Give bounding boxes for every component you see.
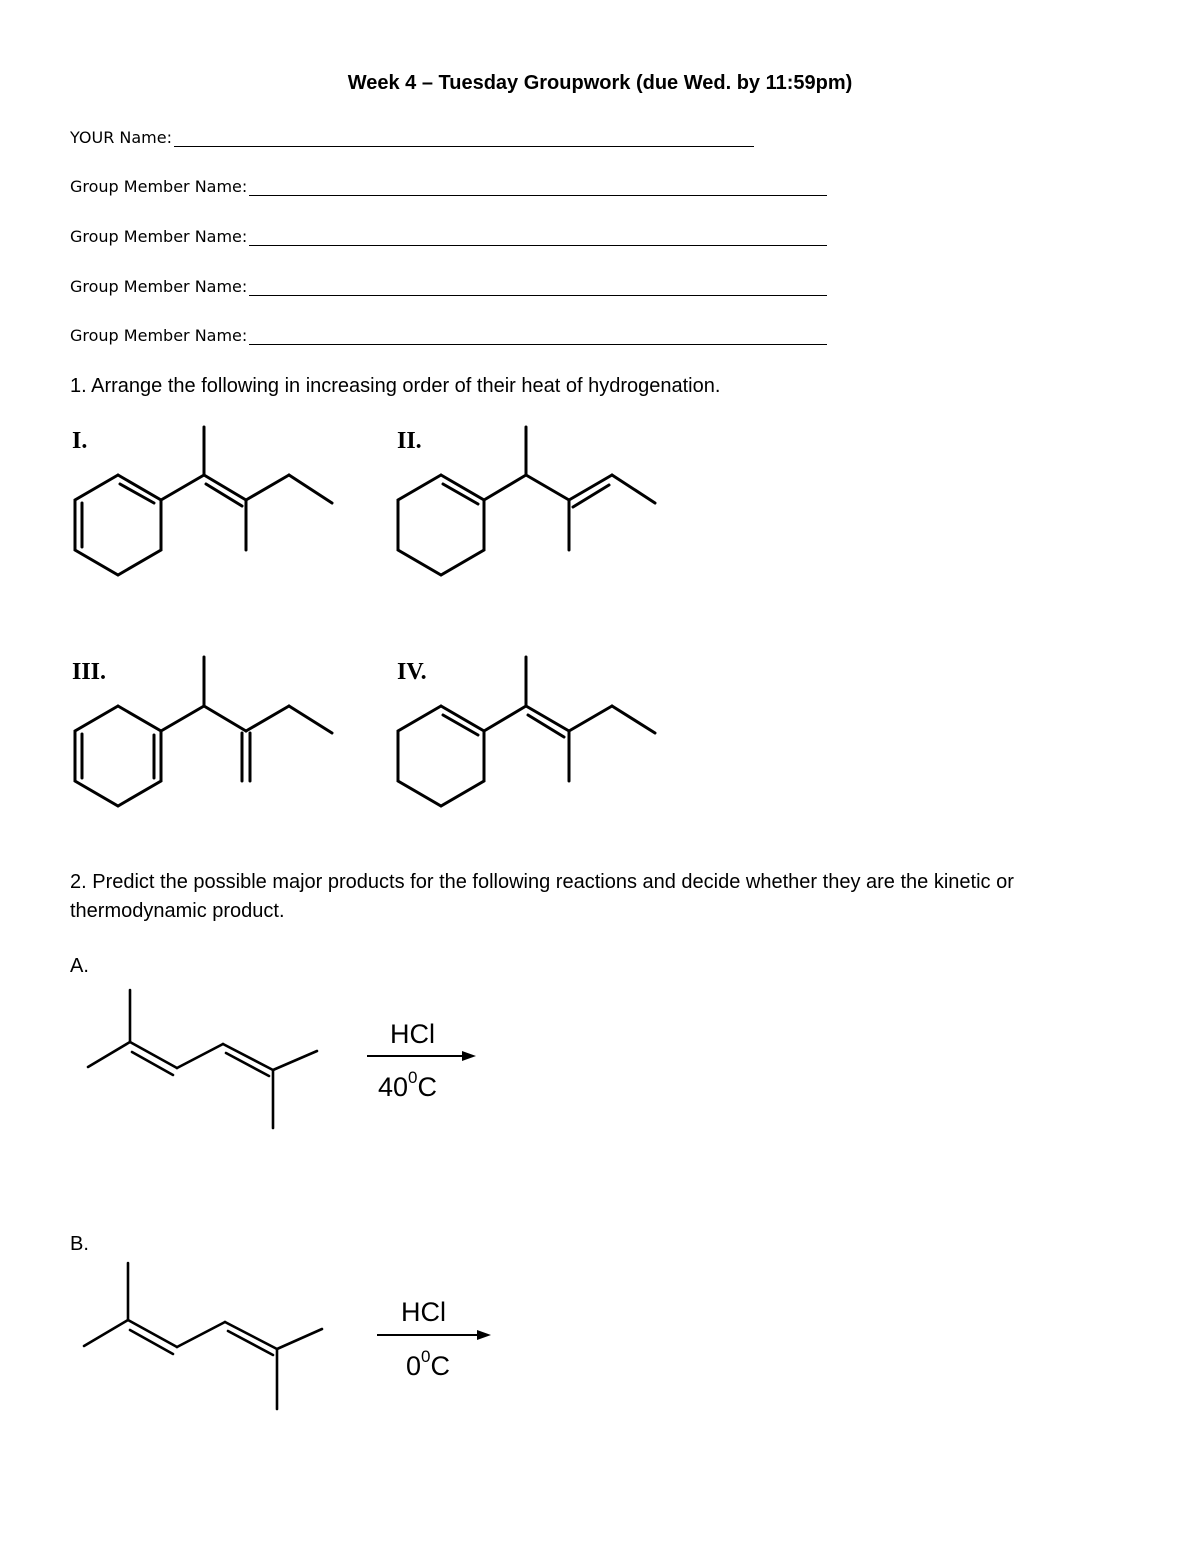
group-member-label: Group Member Name: xyxy=(70,177,248,196)
structure-label-ii: II. xyxy=(397,428,422,454)
group-member-label: Group Member Name: xyxy=(70,227,248,246)
group-member-label: Group Member Name: xyxy=(70,277,248,296)
group-member-label: Group Member Name: xyxy=(70,326,248,345)
degree-superscript: 0 xyxy=(408,1068,418,1087)
degree-superscript: 0 xyxy=(421,1347,431,1366)
structure-label-iv: IV. xyxy=(397,659,427,685)
temperature-unit: C xyxy=(430,1351,450,1381)
your-name-label: YOUR Name: xyxy=(70,128,172,147)
temperature-value: 0 xyxy=(406,1351,422,1381)
reagent-b: HCl xyxy=(401,1297,446,1327)
structure-label-iii: III. xyxy=(72,659,107,685)
temperature-unit: C xyxy=(417,1072,438,1102)
structure-label-i: I. xyxy=(72,428,88,454)
part-a-label: A. xyxy=(70,955,89,977)
part-b-label: B. xyxy=(70,1233,89,1255)
temperature-value: 40 xyxy=(378,1072,409,1102)
reagent-a: HCl xyxy=(390,1019,435,1049)
worksheet-title: Week 4 – Tuesday Groupwork (due Wed. by 11:59pm) xyxy=(347,72,853,94)
question-1-text: 1. Arrange the following in increasing order of their heat of hydrogenation. xyxy=(70,375,721,397)
question-2-text: 2. Predict the possible major products for the following reactions and decide whether they are the kinetic or thermodynamic product. xyxy=(70,871,1014,922)
condition-b xyxy=(406,1347,450,1382)
